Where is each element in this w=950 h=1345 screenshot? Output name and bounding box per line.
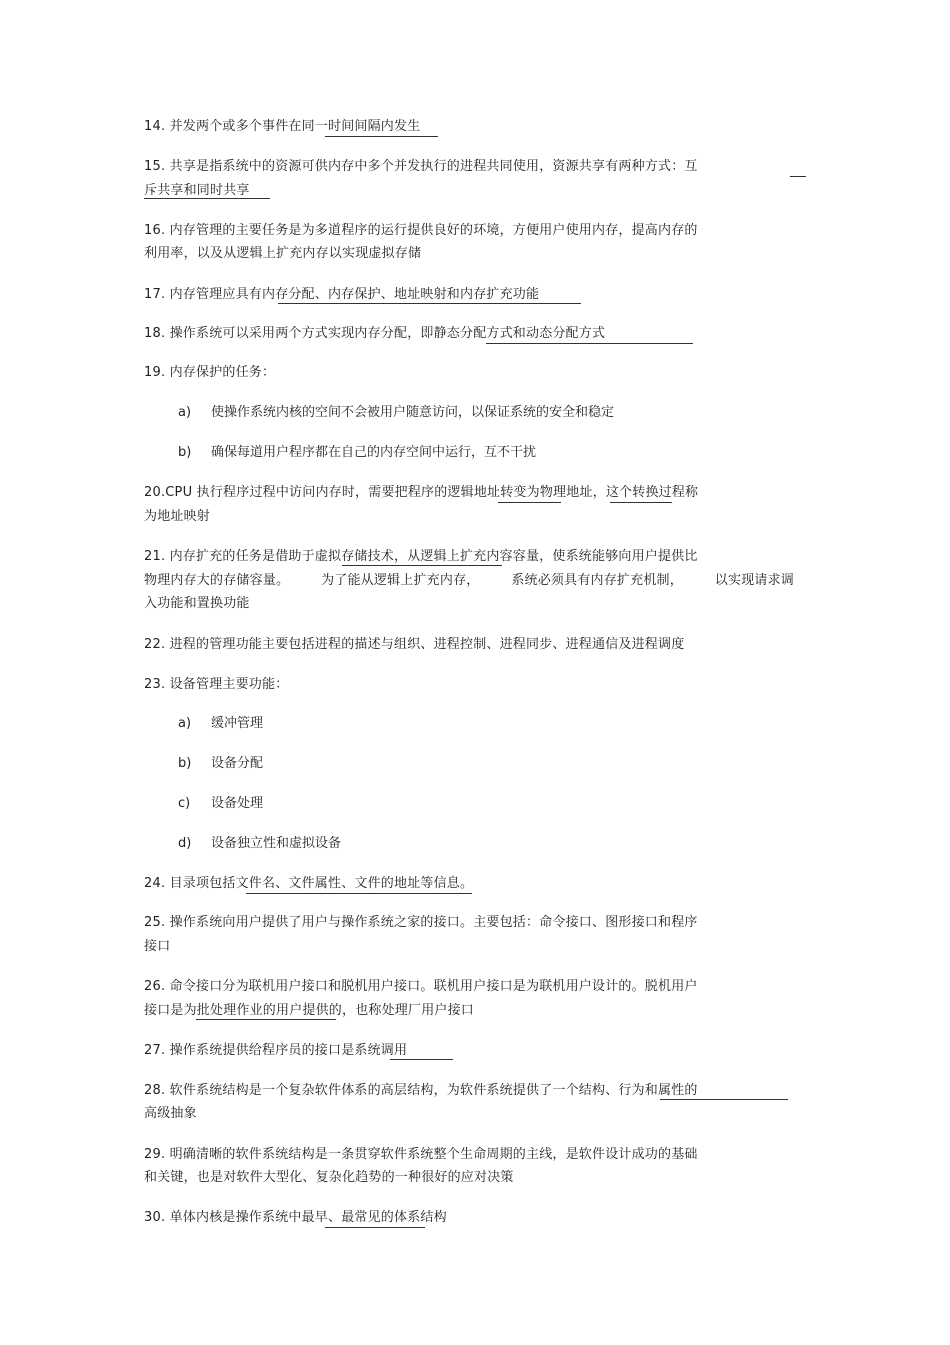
answer-underline [246,893,472,894]
answer-underline [325,136,438,137]
item-28-line-2: 高级抽象 [144,1106,197,1121]
item-21-line-2 [144,572,794,590]
item-21-line-3: 入功能和置换功能 [144,596,250,611]
answer-underline [390,1059,453,1060]
list-marker: b) [178,756,192,771]
answer-underline [325,1227,425,1228]
text-segment: 以实现请求调 [714,573,794,588]
text-segment: 系统必须具有内存扩充机制， [511,573,683,588]
item-21-line-1: 21. 内存扩充的任务是借助于虚拟存储技术，从逻辑上扩充内容容量，使系统能够向用户提供比 [144,549,698,564]
answer-underline [790,176,806,177]
answer-underline [610,502,672,503]
item-20-line-1: 20.CPU 执行程序过程中访问内存时，需要把程序的逻辑地址转变为物理地址，这个转换过程称 [144,485,699,500]
item-15-line-1: 15. 共享是指系统中的资源可供内存中多个并发执行的进程共同使用，资源共享有两种方式：互 [144,159,698,174]
answer-underline [144,198,270,199]
item-24: 24. 目录项包括文件名、文件属性、文件的地址等信息。 [144,876,474,891]
item-26-line-2: 接口是为批处理作业的用户提供的，也称处理厂用户接口 [144,1003,475,1018]
item-23: 23. 设备管理主要功能： [144,677,289,692]
item-29-line-1: 29. 明确清晰的软件系统结构是一条贯穿软件系统整个生命周期的主线，是软件设计成功的基础 [144,1147,698,1162]
list-marker: a) [178,716,192,731]
list-marker: a) [178,405,192,420]
item-22: 22. 进程的管理功能主要包括进程的描述与组织、进程控制、进程同步、进程通信及进程调度 [144,637,685,652]
list-text: 确保每道用户程序都在自己的内存空间中运行，互不干扰 [211,445,537,460]
item-17: 17. 内存管理应具有内存分配、内存保护、地址映射和内存扩充功能 [144,287,540,302]
item-14: 14. 并发两个或多个事件在同一时间间隔内发生 [144,119,421,134]
item-19: 19. 内存保护的任务： [144,365,276,380]
answer-underline [660,1099,788,1100]
answer-underline [196,1019,336,1020]
item-25-line-2: 接口 [144,939,171,954]
answer-underline [498,502,561,503]
list-marker: b) [178,445,192,460]
item-16-line-2: 利用率，以及从逻辑上扩充内存以实现虚拟存储 [144,246,422,261]
list-text: 缓冲管理 [211,716,264,731]
list-text: 设备分配 [211,756,264,771]
item-16-line-1: 16. 内存管理的主要任务是为多道程序的运行提供良好的环境，方便用户使用内存，提高内存的 [144,223,698,238]
item-28-line-1: 28. 软件系统结构是一个复杂软件体系的高层结构，为软件系统提供了一个结构、行为和属性的 [144,1083,698,1098]
list-text: 设备独立性和虚拟设备 [211,836,342,851]
list-marker: d) [178,836,192,851]
answer-underline [342,565,502,566]
item-20-line-2: 为地址映射 [144,509,211,524]
item-18: 18. 操作系统可以采用两个方式实现内存分配，即静态分配方式和动态分配方式 [144,326,606,341]
item-25-line-1: 25. 操作系统向用户提供了用户与操作系统之家的接口。主要包括：命令接口、图形接口和程序 [144,915,698,930]
text-segment: 为了能从逻辑上扩充内存， [321,573,480,588]
item-15-line-2: 斥共享和同时共享 [144,183,250,198]
item-26-line-1: 26. 命令接口分为联机用户接口和脱机用户接口。联机用户接口是为联机用户设计的。脱机用户 [144,979,698,994]
list-text: 使操作系统内核的空间不会被用户随意访问，以保证系统的安全和稳定 [211,405,615,420]
answer-underline [486,343,693,344]
answer-underline [278,303,581,304]
list-marker: c) [178,796,191,811]
item-29-line-2: 和关键，也是对软件大型化、复杂化趋势的一种很好的应对决策 [144,1170,514,1185]
item-30: 30. 单体内核是操作系统中最早、最常见的体系结构 [144,1210,447,1225]
list-text: 设备处理 [211,796,264,811]
item-27: 27. 操作系统提供给程序员的接口是系统调用 [144,1043,408,1058]
text-segment: 物理内存大的存储容量。 [144,573,290,588]
